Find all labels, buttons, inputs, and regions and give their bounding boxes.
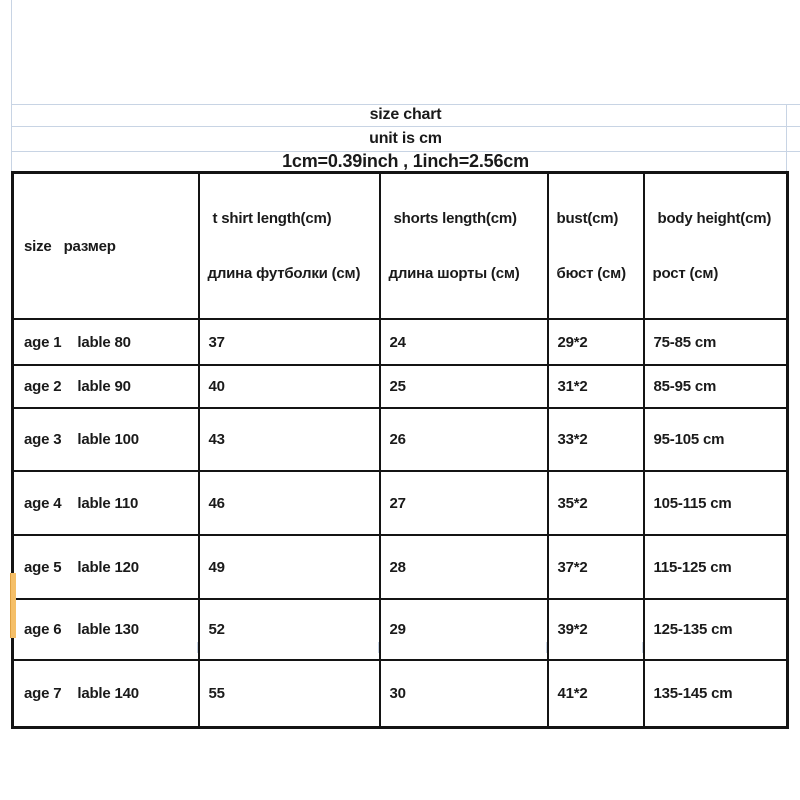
sheet-title: size chart	[369, 106, 442, 123]
size-cell	[13, 408, 199, 471]
age-label: age 4	[24, 494, 62, 512]
shorts-length-cell: 24	[380, 319, 548, 365]
tshirt-length-cell: 40	[199, 365, 380, 408]
header-shorts-length-en: shorts length(cm)	[393, 210, 517, 227]
header-bust	[548, 173, 644, 320]
table-row-age-6	[13, 599, 788, 660]
size-cell	[13, 535, 199, 599]
tshirt-length-cell: 37	[199, 319, 380, 365]
table-row-age-4	[13, 471, 788, 535]
shorts-length-cell: 30	[380, 660, 548, 727]
table-row-age-2	[13, 365, 788, 408]
table-row-age-1	[13, 319, 788, 365]
age-label: age 2	[24, 378, 62, 395]
header-size-en: size	[24, 237, 52, 255]
table-row-age-3	[13, 408, 788, 471]
header-bust-ru: бюст (см)	[556, 265, 626, 282]
body-height-cell: 95-105 cm	[644, 408, 788, 471]
shorts-length-cell: 26	[380, 408, 548, 471]
orange-highlight-strip	[10, 573, 16, 638]
size-label: lable 100	[77, 431, 139, 448]
header-body-height-en: body height(cm)	[657, 210, 772, 227]
table-row-age-7	[13, 660, 788, 727]
size-cell	[13, 599, 199, 660]
size-cell	[13, 365, 199, 408]
bust-cell: 29*2	[548, 319, 644, 365]
size-label: lable 80	[77, 333, 131, 351]
header-size-ru: размер	[63, 237, 116, 255]
bust-cell: 41*2	[548, 660, 644, 727]
header-bust-en: bust(cm)	[556, 210, 619, 227]
table-header-row	[13, 173, 788, 320]
tshirt-length-cell: 55	[199, 660, 380, 727]
body-height-cell: 105-115 cm	[644, 471, 788, 535]
header-shorts-length-ru: длина шорты (см)	[388, 265, 520, 282]
header-tshirt-length-en: t shirt length(cm)	[212, 210, 332, 227]
shorts-length-cell: 25	[380, 365, 548, 408]
tshirt-length-cell: 43	[199, 408, 380, 471]
body-height-cell: 135-145 cm	[644, 660, 788, 727]
body-height-cell: 75-85 cm	[644, 319, 788, 365]
tshirt-length-cell: 49	[199, 535, 380, 599]
size-cell	[13, 471, 199, 535]
header-tshirt-length-ru: длина футболки (см)	[207, 265, 361, 282]
age-label: age 6	[24, 621, 62, 638]
bust-cell: 33*2	[548, 408, 644, 471]
size-cell	[13, 660, 199, 727]
size-label: lable 130	[77, 621, 139, 638]
bust-cell: 31*2	[548, 365, 644, 408]
shorts-length-cell: 28	[380, 535, 548, 599]
shorts-length-cell: 27	[380, 471, 548, 535]
bust-cell: 37*2	[548, 535, 644, 599]
header-body-height-ru: рост (см)	[652, 265, 719, 282]
table-row-age-5	[13, 535, 788, 599]
age-label: age 1	[24, 333, 62, 351]
unit-note: unit is cm	[369, 130, 442, 147]
age-label: age 3	[24, 431, 62, 448]
header-size	[13, 173, 199, 320]
bust-cell: 39*2	[548, 599, 644, 660]
body-height-cell: 125-135 cm	[644, 599, 788, 660]
shorts-length-cell: 29	[380, 599, 548, 660]
header-tshirt-length	[199, 173, 380, 320]
size-label: lable 140	[77, 684, 139, 702]
tshirt-length-cell: 52	[199, 599, 380, 660]
header-body-height	[644, 173, 788, 320]
age-label: age 5	[24, 558, 62, 576]
size-label: lable 110	[77, 494, 139, 512]
bust-cell: 35*2	[548, 471, 644, 535]
body-height-cell: 115-125 cm	[644, 535, 788, 599]
tshirt-length-cell: 46	[199, 471, 380, 535]
size-chart-table	[11, 171, 789, 729]
age-label: age 7	[24, 684, 62, 702]
body-height-cell: 85-95 cm	[644, 365, 788, 408]
size-cell	[13, 319, 199, 365]
header-shorts-length	[380, 173, 548, 320]
size-label: lable 90	[77, 378, 131, 395]
conversion-note: 1cm=0.39inch , 1inch=2.56cm	[282, 151, 529, 171]
size-label: lable 120	[77, 558, 139, 576]
